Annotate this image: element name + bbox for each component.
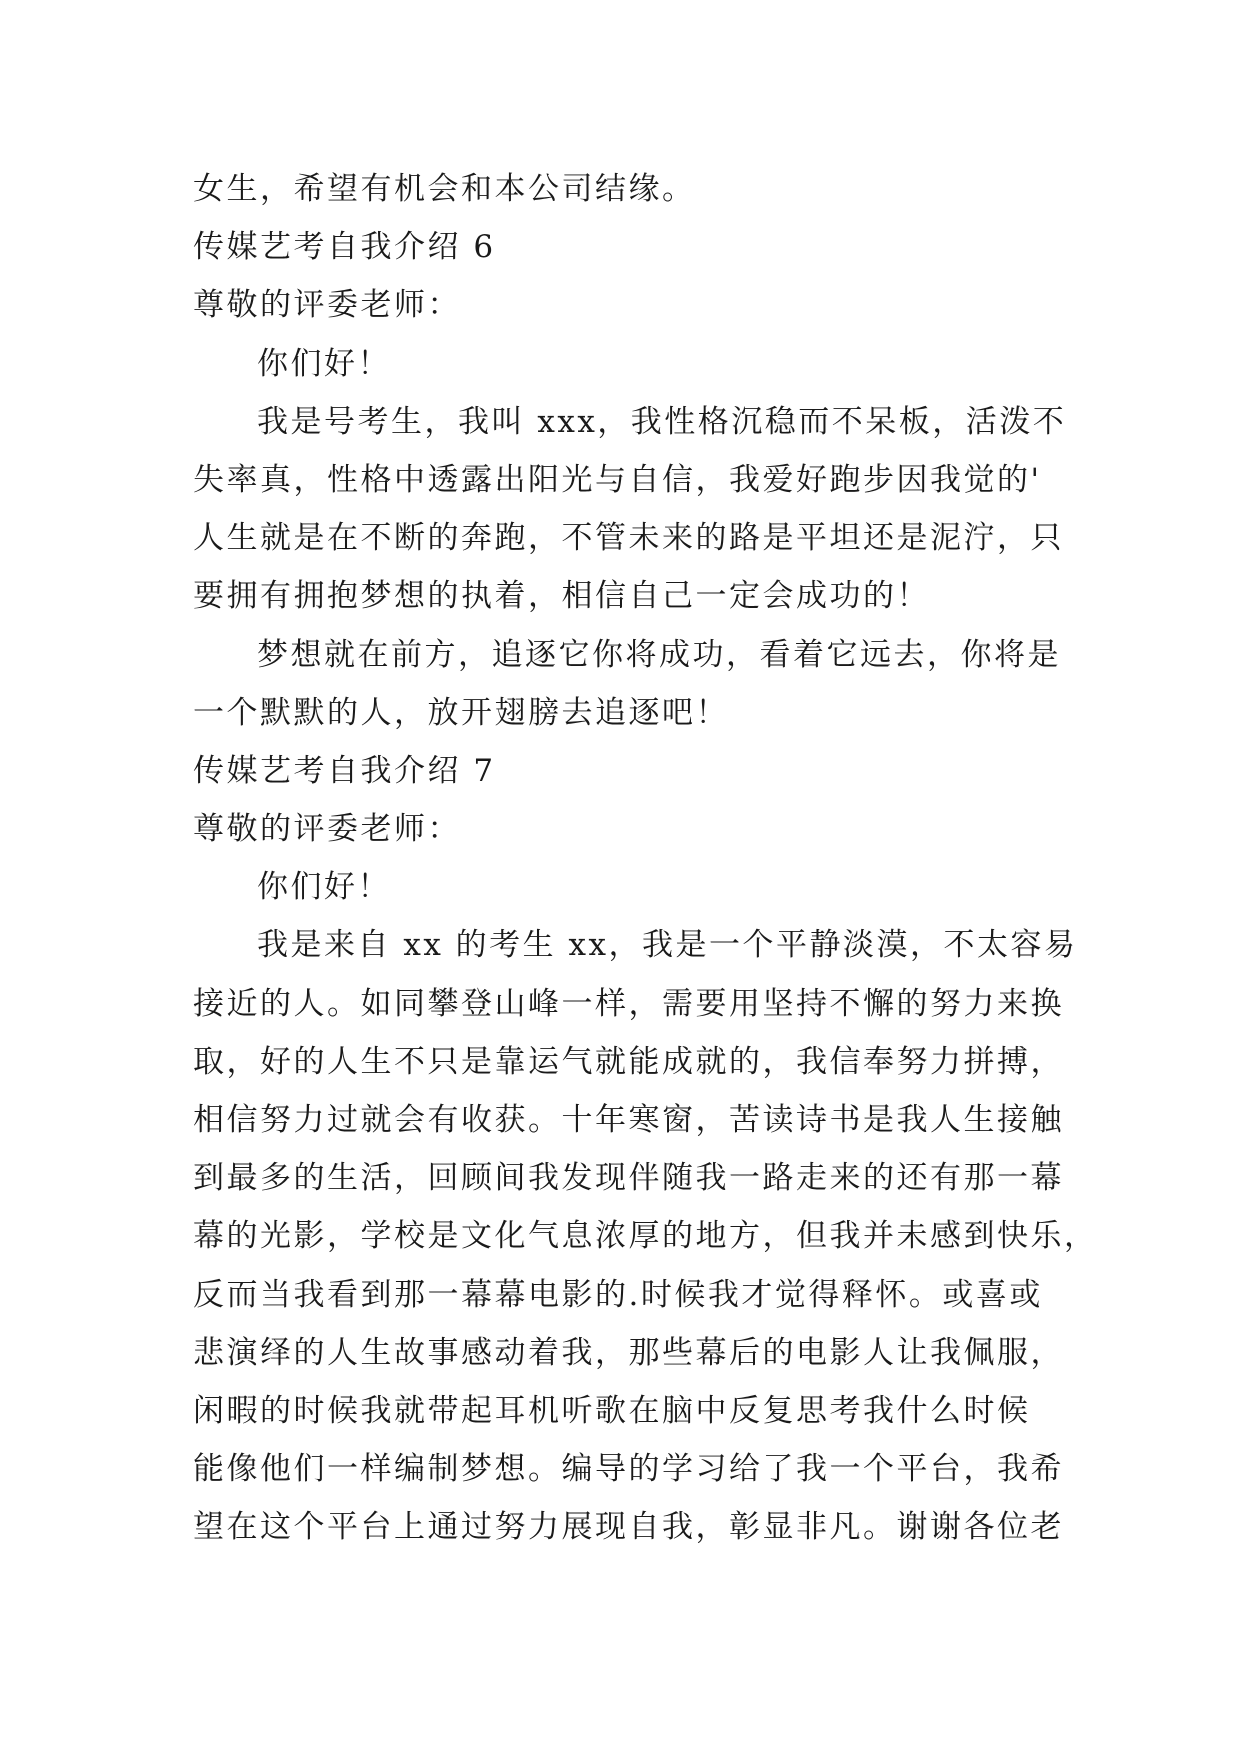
text-line: 失率真，性格中透露出阳光与自信，我爱好跑步因我觉的' <box>193 461 1042 498</box>
text-line: 你们好！ <box>257 345 391 382</box>
text-line: 要拥有拥抱梦想的执着，相信自己一定会成功的！ <box>193 578 930 615</box>
text-line: 尊敬的评委老师： <box>193 287 461 324</box>
text-line: 取，好的人生不只是靠运气就能成就的，我信奉努力拼搏， <box>193 1043 1064 1080</box>
text-line: 一个默默的人，放开翅膀去追逐吧！ <box>193 694 729 731</box>
text-line: 传媒艺考自我介绍 7 <box>193 752 496 789</box>
text-line: 人生就是在不断的奔跑，不管未来的路是平坦还是泥泞，只 <box>193 520 1064 557</box>
text-line: 悲演绎的人生故事感动着我，那些幕后的电影人让我佩服， <box>193 1334 1064 1371</box>
text-line: 幕的光影，学校是文化气息浓厚的地方，但我并未感到快乐， <box>193 1218 1098 1255</box>
text-line: 接近的人。如同攀登山峰一样，需要用坚持不懈的努力来换 <box>193 985 1064 1022</box>
text-line: 你们好！ <box>257 869 391 906</box>
text-line: 闲暇的时候我就带起耳机听歌在脑中反复思考我什么时候 <box>193 1392 1031 1429</box>
text-line: 梦想就在前方，追逐它你将成功，看着它远去，你将是 <box>257 636 1061 673</box>
text-line: 反而当我看到那一幕幕电影的.时候我才觉得释怀。或喜或 <box>193 1276 1043 1313</box>
document-body <box>193 160 1098 1557</box>
text-line: 传媒艺考自我介绍 6 <box>193 229 496 266</box>
text-line: 女生，希望有机会和本公司结缘。 <box>193 171 696 207</box>
text-line: 望在这个平台上通过努力展现自我，彰显非凡。谢谢各位老 <box>193 1509 1064 1546</box>
text-line: 到最多的生活，回顾间我发现伴随我一路走来的还有那一幕 <box>193 1160 1064 1197</box>
text-line: 尊敬的评委老师： <box>193 811 461 848</box>
text-line: 相信努力过就会有收获。十年寒窗，苦读诗书是我人生接触 <box>193 1102 1064 1138</box>
text-line: 我是号考生，我叫 xxx，我性格沉稳而不呆板，活泼不 <box>257 403 1067 440</box>
text-line: 我是来自 xx 的考生 xx，我是一个平静淡漠，不太容易 <box>257 927 1078 964</box>
text-line: 能像他们一样编制梦想。编导的学习给了我一个平台，我希 <box>193 1451 1064 1488</box>
